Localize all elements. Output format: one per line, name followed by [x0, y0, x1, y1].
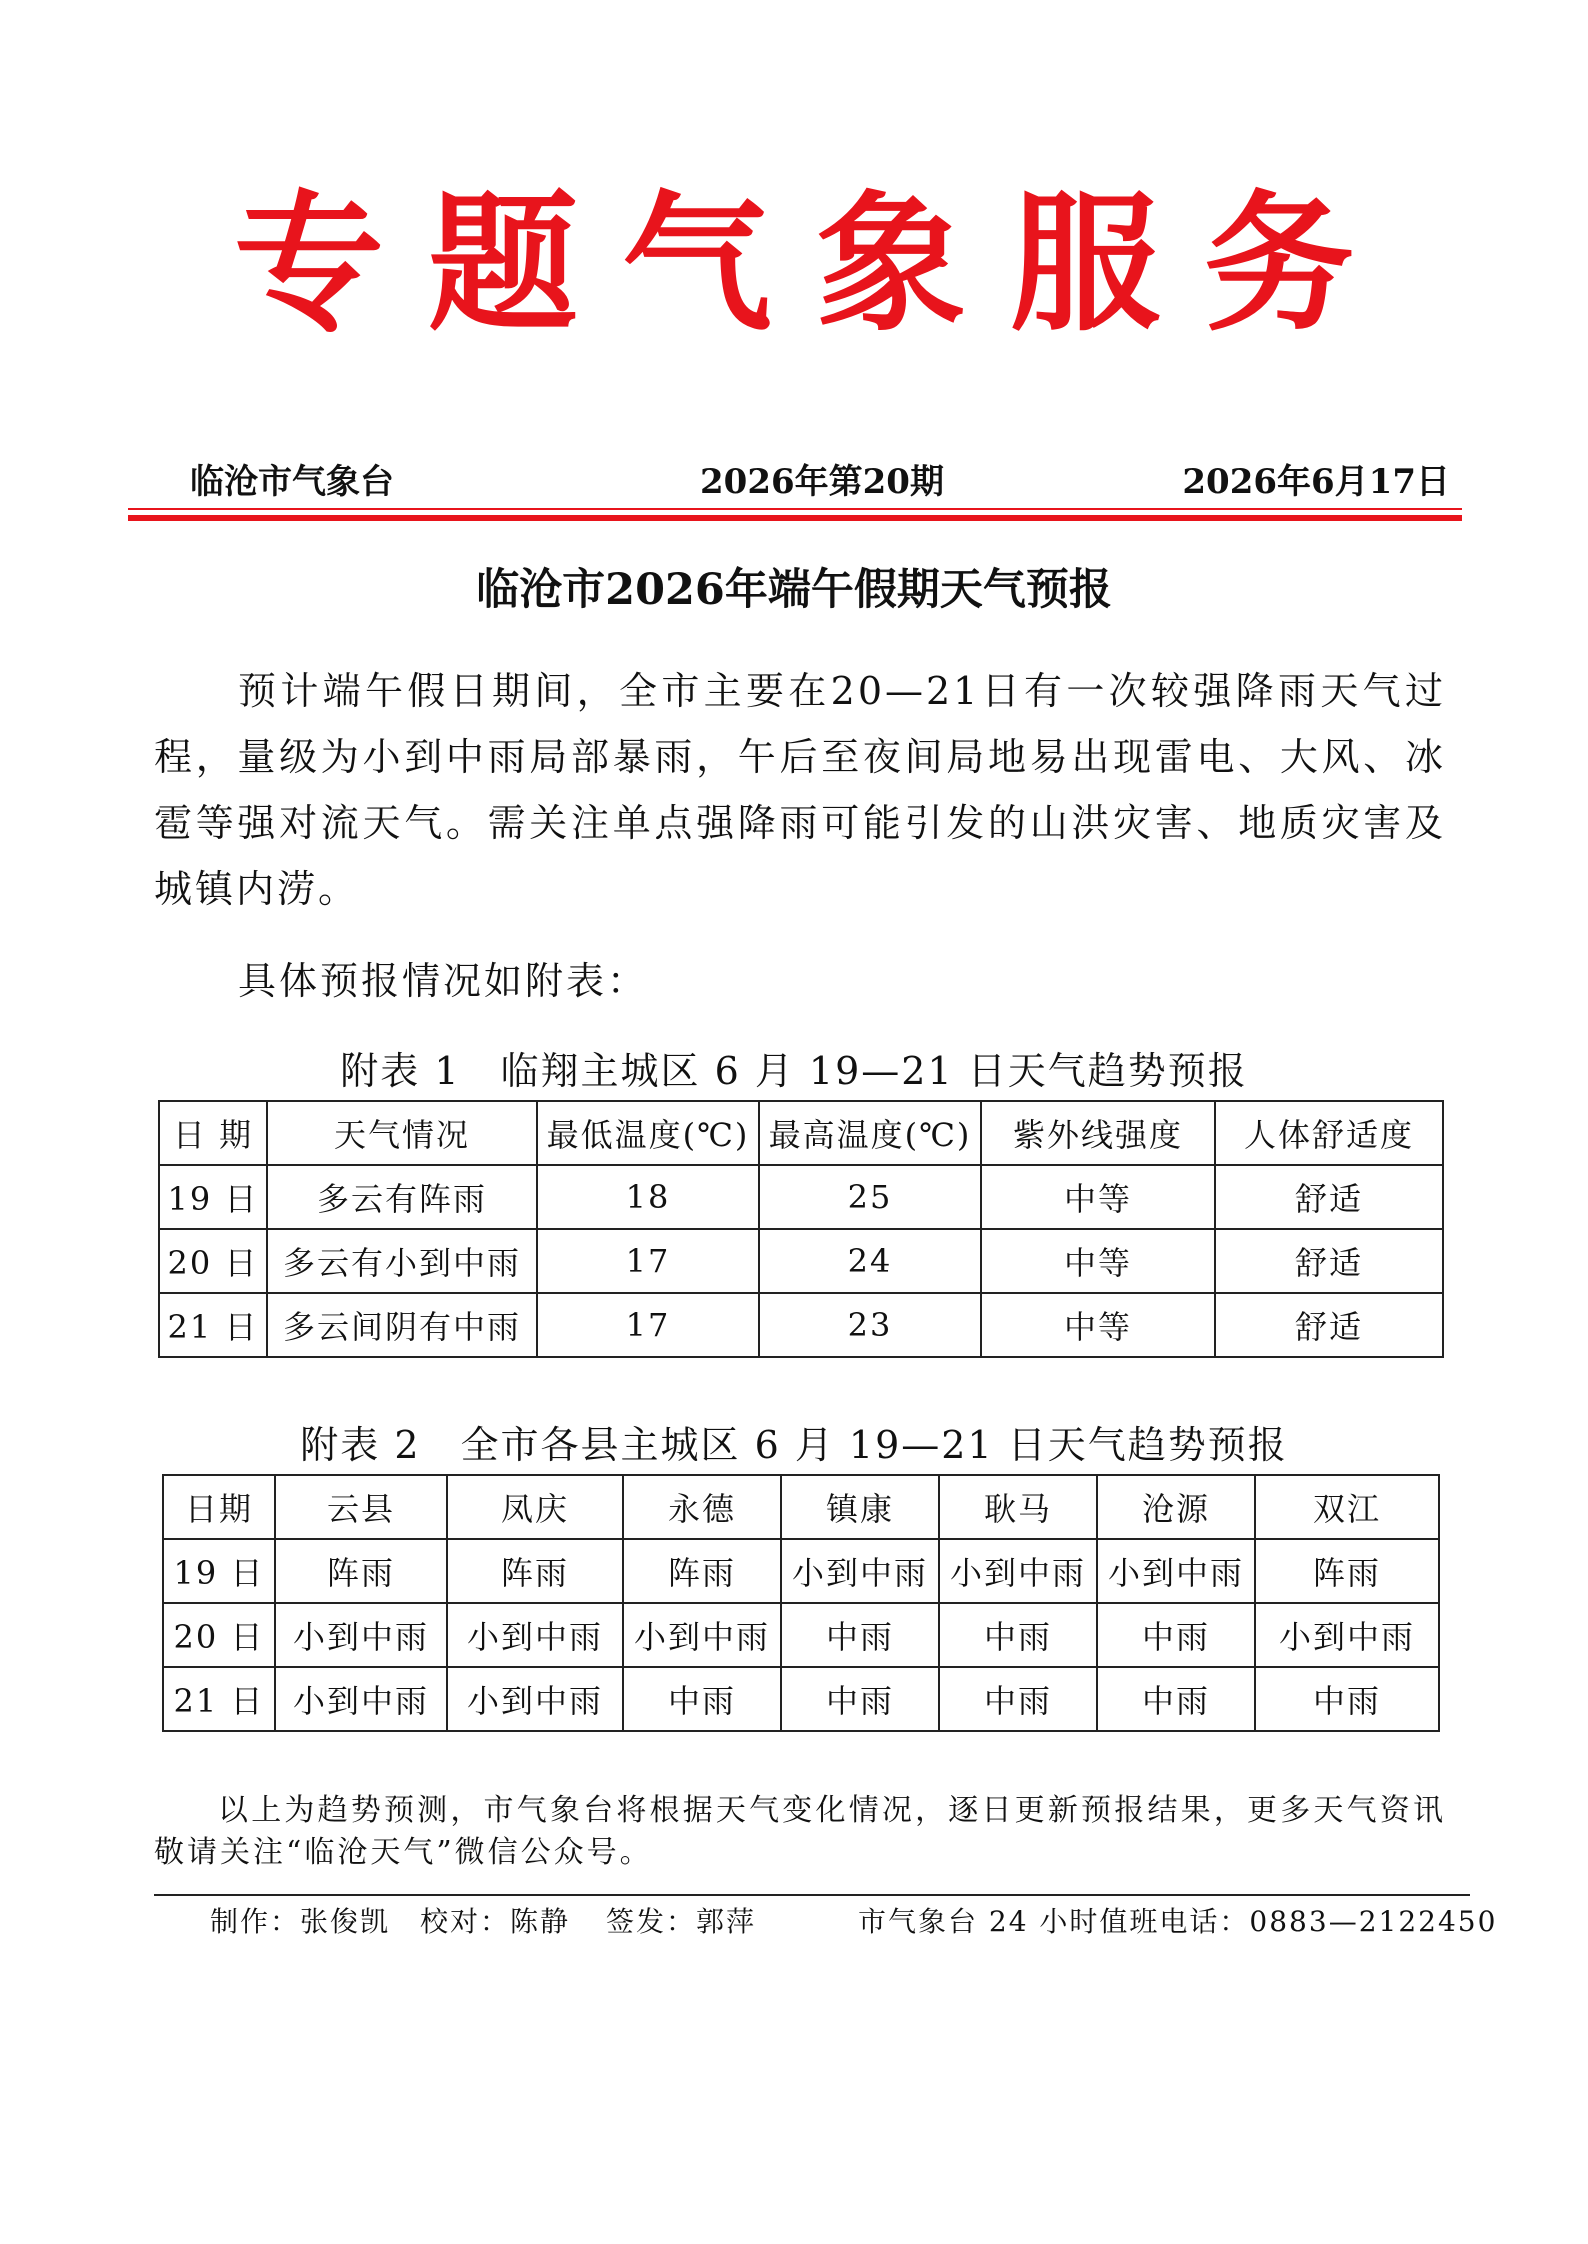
- signer-credit: 签发：郭萍: [606, 1905, 757, 1938]
- intro-paragraph: 预计端午假日期间，全市主要在20—21日有一次较强降雨天气过程，量级为小到中雨局部暴雨，午后至夜间局地易出现雷电、大风、冰雹等强对流天气。需关注单点强降雨可能引发的山洪灾害、地质灾害及城镇内涝。: [154, 669, 1446, 911]
- header-cell: 人体舒适度: [1215, 1101, 1443, 1165]
- document-title: 临沧市2026年端午假期天气预报: [476, 565, 1112, 615]
- issue-date: 2026年6月17日: [1182, 462, 1450, 502]
- header-cell: 耿马: [939, 1475, 1097, 1539]
- table1-caption: 附表 1 临翔主城区 6 月 19—21 日天气趋势预报: [340, 1049, 1248, 1093]
- footer-rule: [154, 1894, 1470, 1896]
- issue-number: 2026年第20期: [700, 462, 944, 502]
- header-cell: 镇康: [781, 1475, 939, 1539]
- table-cell: 中雨: [939, 1603, 1097, 1667]
- header-cell: 双江: [1255, 1475, 1439, 1539]
- table-cell: 舒适: [1215, 1293, 1443, 1357]
- header-cell: 紫外线强度: [981, 1101, 1215, 1165]
- table-row: [159, 1293, 1443, 1357]
- table-cell: 18: [537, 1165, 759, 1229]
- lead-paragraph: 具体预报情况如附表：: [238, 959, 649, 1003]
- table-cell: 舒适: [1215, 1165, 1443, 1229]
- table-cell: 中等: [981, 1293, 1215, 1357]
- county-forecast-table: [162, 1474, 1440, 1732]
- table-row: [163, 1603, 1439, 1667]
- table-row: [159, 1229, 1443, 1293]
- table-cell: 中雨: [1255, 1667, 1439, 1731]
- table-cell: 20 日: [159, 1229, 267, 1293]
- duty-hotline: 市气象台 24 小时值班电话：0883—2122450: [858, 1905, 1498, 1938]
- header-cell: 凤庆: [447, 1475, 623, 1539]
- header-cell: 日 期: [159, 1101, 267, 1165]
- urban-forecast-table: [158, 1100, 1444, 1358]
- table-cell: 小到中雨: [623, 1603, 781, 1667]
- header-rule-thin: [128, 508, 1462, 510]
- header-rule-thick: [128, 515, 1462, 521]
- header-cell: 最高温度(℃): [759, 1101, 981, 1165]
- table-cell: 小到中雨: [939, 1539, 1097, 1603]
- table-cell: 19 日: [159, 1165, 267, 1229]
- table-cell: 21 日: [159, 1293, 267, 1357]
- header-cell: 沧源: [1097, 1475, 1255, 1539]
- table-cell: 多云间阴有中雨: [267, 1293, 537, 1357]
- table-cell: 舒适: [1215, 1229, 1443, 1293]
- checker-credit: 校对：陈静: [420, 1905, 571, 1938]
- table-row: [163, 1667, 1439, 1731]
- table-cell: 小到中雨: [275, 1603, 447, 1667]
- closing-note: 以上为趋势预测，市气象台将根据天气变化情况，逐日更新预报结果，更多天气资讯敬请关注“临沧天气”微信公众号。: [154, 1793, 1446, 1870]
- table-cell: 阵雨: [1255, 1539, 1439, 1603]
- table-cell: 小到中雨: [781, 1539, 939, 1603]
- table-cell: 多云有小到中雨: [267, 1229, 537, 1293]
- table-header-row: [159, 1101, 1443, 1165]
- issuing-organization: 临沧市气象台: [190, 462, 394, 502]
- table-cell: 17: [537, 1293, 759, 1357]
- table-cell: 阵雨: [275, 1539, 447, 1603]
- table-cell: 24: [759, 1229, 981, 1293]
- table2-caption: 附表 2 全市各县主城区 6 月 19—21 日天气趋势预报: [300, 1423, 1288, 1467]
- table-cell: 23: [759, 1293, 981, 1357]
- table-cell: 小到中雨: [1255, 1603, 1439, 1667]
- header-cell: 云县: [275, 1475, 447, 1539]
- table-cell: 20 日: [163, 1603, 275, 1667]
- table-cell: 小到中雨: [447, 1667, 623, 1731]
- table-cell: 中雨: [1097, 1667, 1255, 1731]
- table-cell: 中等: [981, 1165, 1215, 1229]
- table-cell: 25: [759, 1165, 981, 1229]
- table-cell: 中雨: [939, 1667, 1097, 1731]
- table-cell: 17: [537, 1229, 759, 1293]
- header-cell: 日期: [163, 1475, 275, 1539]
- table-header-row: [163, 1475, 1439, 1539]
- issue-meta: [190, 458, 1450, 506]
- table-cell: 21 日: [163, 1667, 275, 1731]
- table-cell: 多云有阵雨: [267, 1165, 537, 1229]
- header-cell: 最低温度(℃): [537, 1101, 759, 1165]
- table-cell: 中雨: [781, 1667, 939, 1731]
- table-cell: 19 日: [163, 1539, 275, 1603]
- masthead-title: 专题气象服务: [233, 178, 1398, 352]
- table-cell: 小到中雨: [447, 1603, 623, 1667]
- table-cell: 中等: [981, 1229, 1215, 1293]
- table-cell: 阵雨: [623, 1539, 781, 1603]
- table-row: [163, 1539, 1439, 1603]
- table-cell: 中雨: [623, 1667, 781, 1731]
- table-cell: 小到中雨: [275, 1667, 447, 1731]
- table-cell: 阵雨: [447, 1539, 623, 1603]
- table-row: [159, 1165, 1443, 1229]
- header-cell: 永德: [623, 1475, 781, 1539]
- table-cell: 中雨: [781, 1603, 939, 1667]
- header-cell: 天气情况: [267, 1101, 537, 1165]
- table-cell: 中雨: [1097, 1603, 1255, 1667]
- maker-credit: 制作：张俊凯: [210, 1905, 391, 1938]
- table-cell: 小到中雨: [1097, 1539, 1255, 1603]
